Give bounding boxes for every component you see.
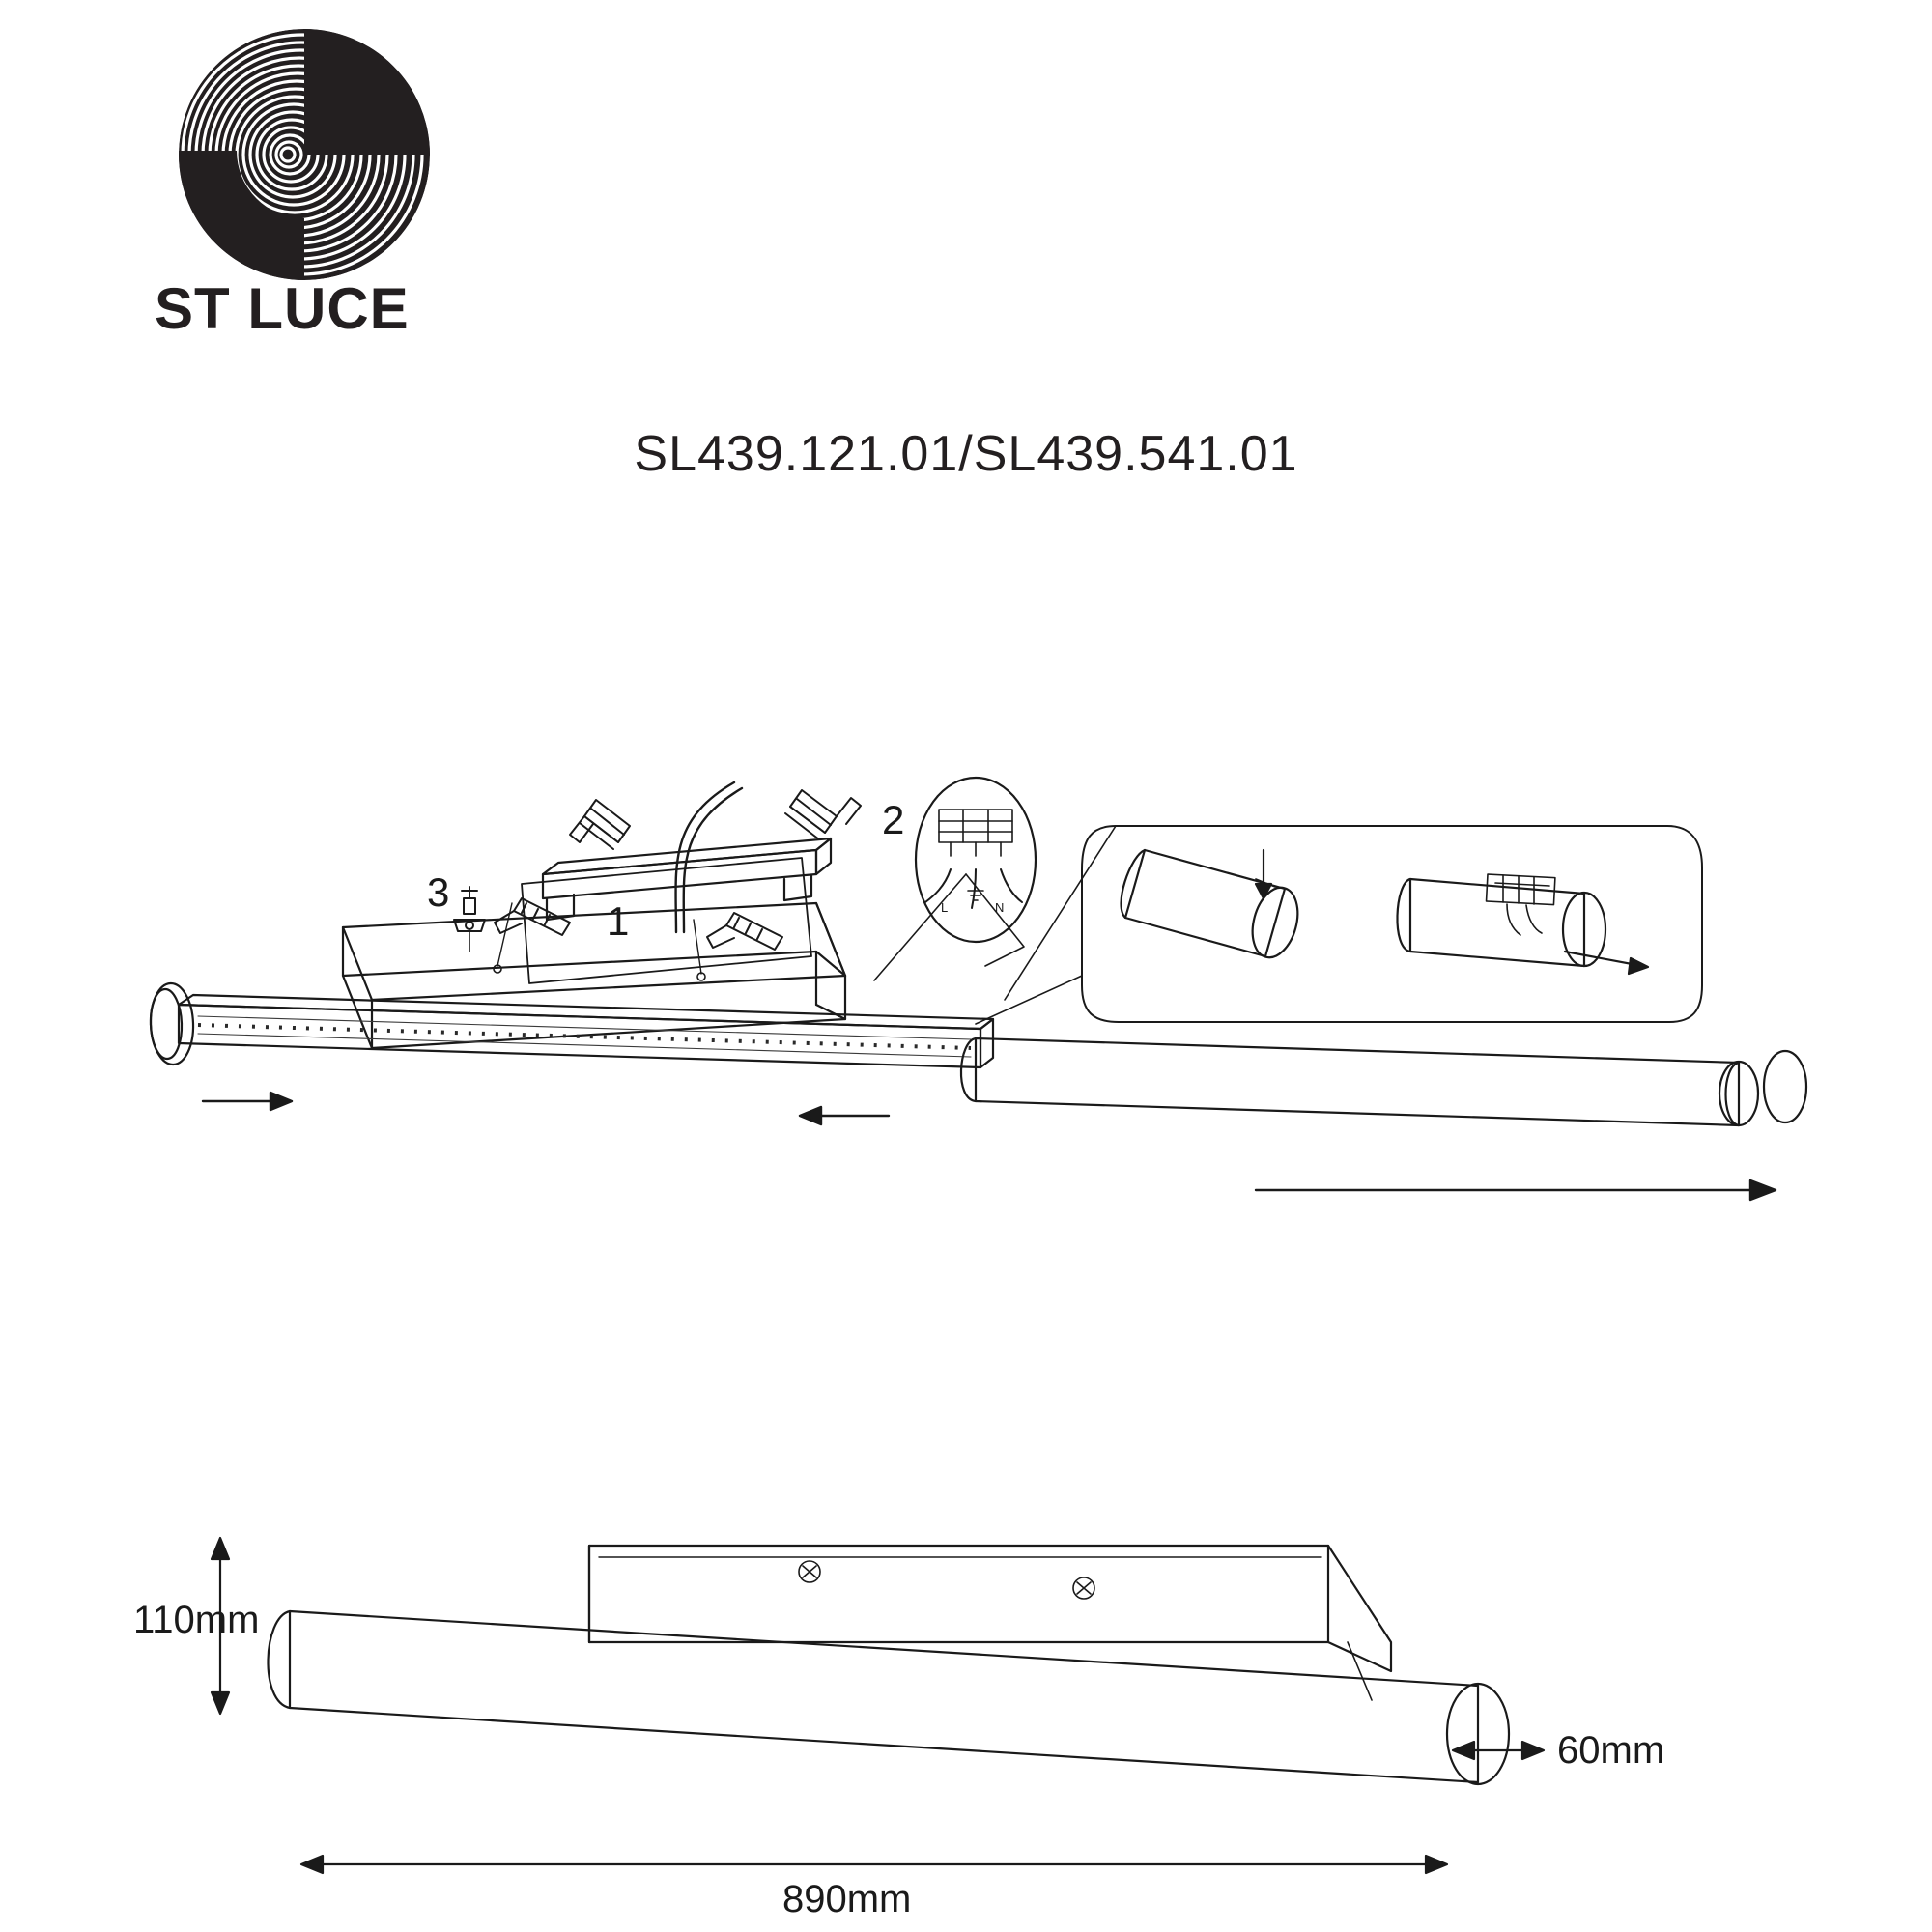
dimension-width: 890mm xyxy=(782,1878,912,1920)
page-title: SL439.121.01/SL439.541.01 xyxy=(634,426,1298,482)
brand-block xyxy=(155,29,560,341)
terminal-label-live: L xyxy=(941,900,949,915)
concentric-circles-logo-icon xyxy=(179,29,430,280)
terminal-label-neutral: N xyxy=(995,900,1005,915)
step-label-1: 1 xyxy=(607,898,630,944)
step-label-2: 2 xyxy=(882,797,905,842)
brand-name: ST LUCE xyxy=(155,276,410,341)
dimension-height: 110mm xyxy=(133,1599,260,1641)
dimension-depth: 60mm xyxy=(1557,1729,1665,1772)
step-label-3: 3 xyxy=(427,869,450,915)
